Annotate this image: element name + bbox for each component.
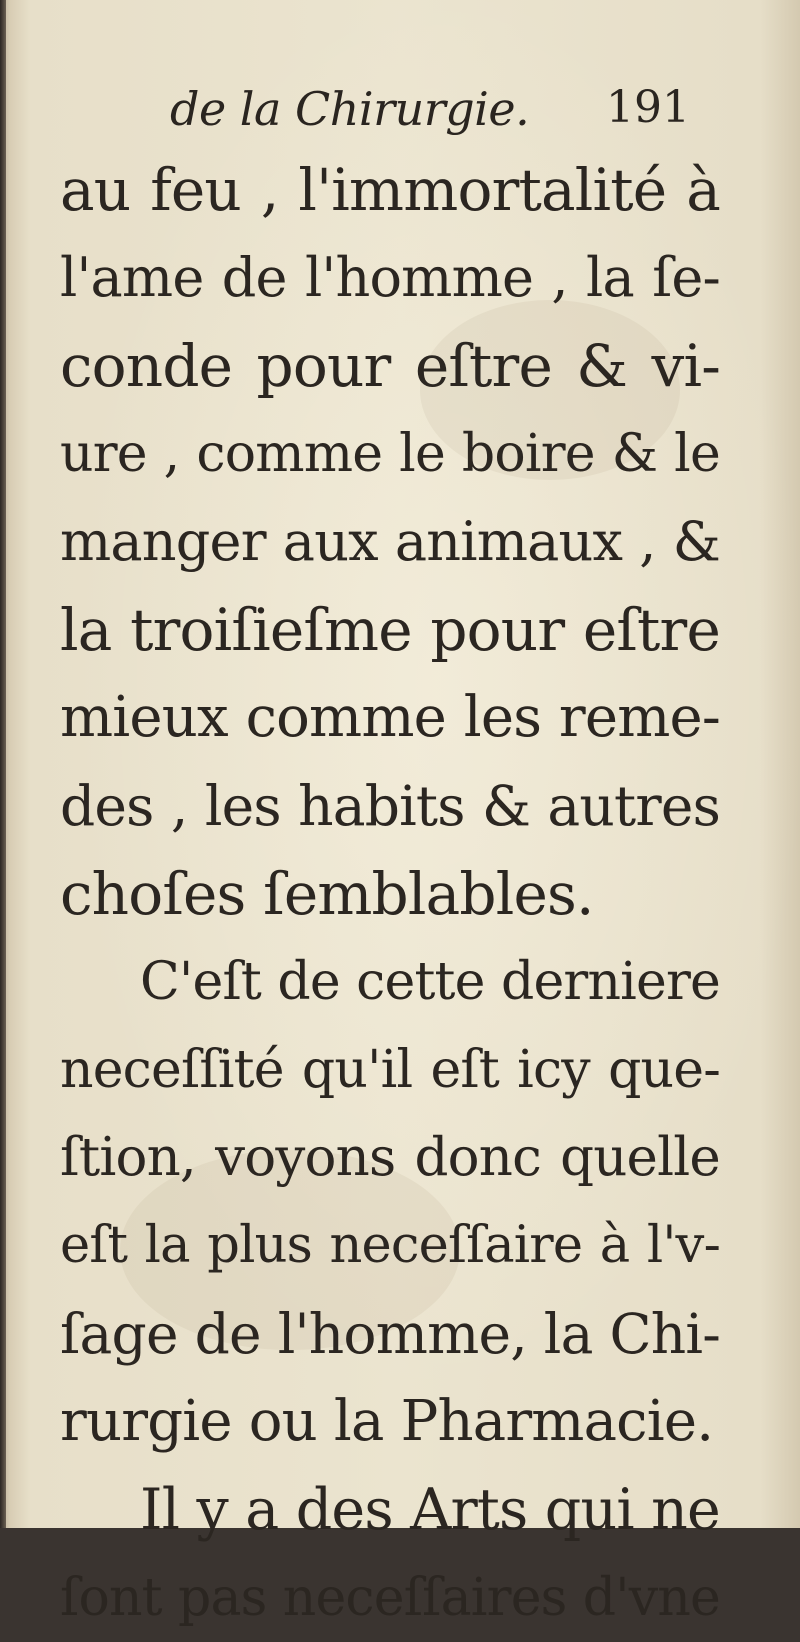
text-line: au feu , l'immortalité à [60, 156, 720, 224]
text-line: manger aux animaux , & [60, 510, 720, 573]
text-line: choſes ſemblables. [60, 860, 594, 928]
text-line: Il y a des Arts qui ne [140, 1477, 720, 1543]
text-line: des , les habits & autres [60, 774, 720, 838]
text-line: l'ame de l'homme , la ſe- [60, 246, 720, 309]
text-line: la troiſieſme pour eſtre [60, 596, 720, 664]
text-line: C'eſt de cette derniere [140, 952, 720, 1012]
text-line: ure , comme le boire & le [60, 424, 720, 484]
binding-gutter [0, 0, 6, 1528]
text-line: neceſſité qu'il eſt icy que- [60, 1040, 720, 1100]
text-line: ſtion, voyons donc quelle [60, 1127, 720, 1188]
page-number: 191 [606, 82, 690, 133]
text-line: mieux comme les reme- [60, 685, 720, 750]
text-line: rurgie ou la Pharmacie. [60, 1389, 714, 1454]
text-line: eſt la plus neceſſaire à l'v- [60, 1216, 720, 1275]
text-line: ſont pas neceſſaires d'vne [60, 1568, 720, 1628]
text-line: ſage de l'homme, la Chi- [60, 1302, 720, 1366]
body-text [60, 146, 720, 1642]
page-header [170, 82, 690, 142]
text-line: conde pour eſtre & vi- [60, 332, 720, 400]
running-head: de la Chirurgie. [170, 82, 530, 136]
